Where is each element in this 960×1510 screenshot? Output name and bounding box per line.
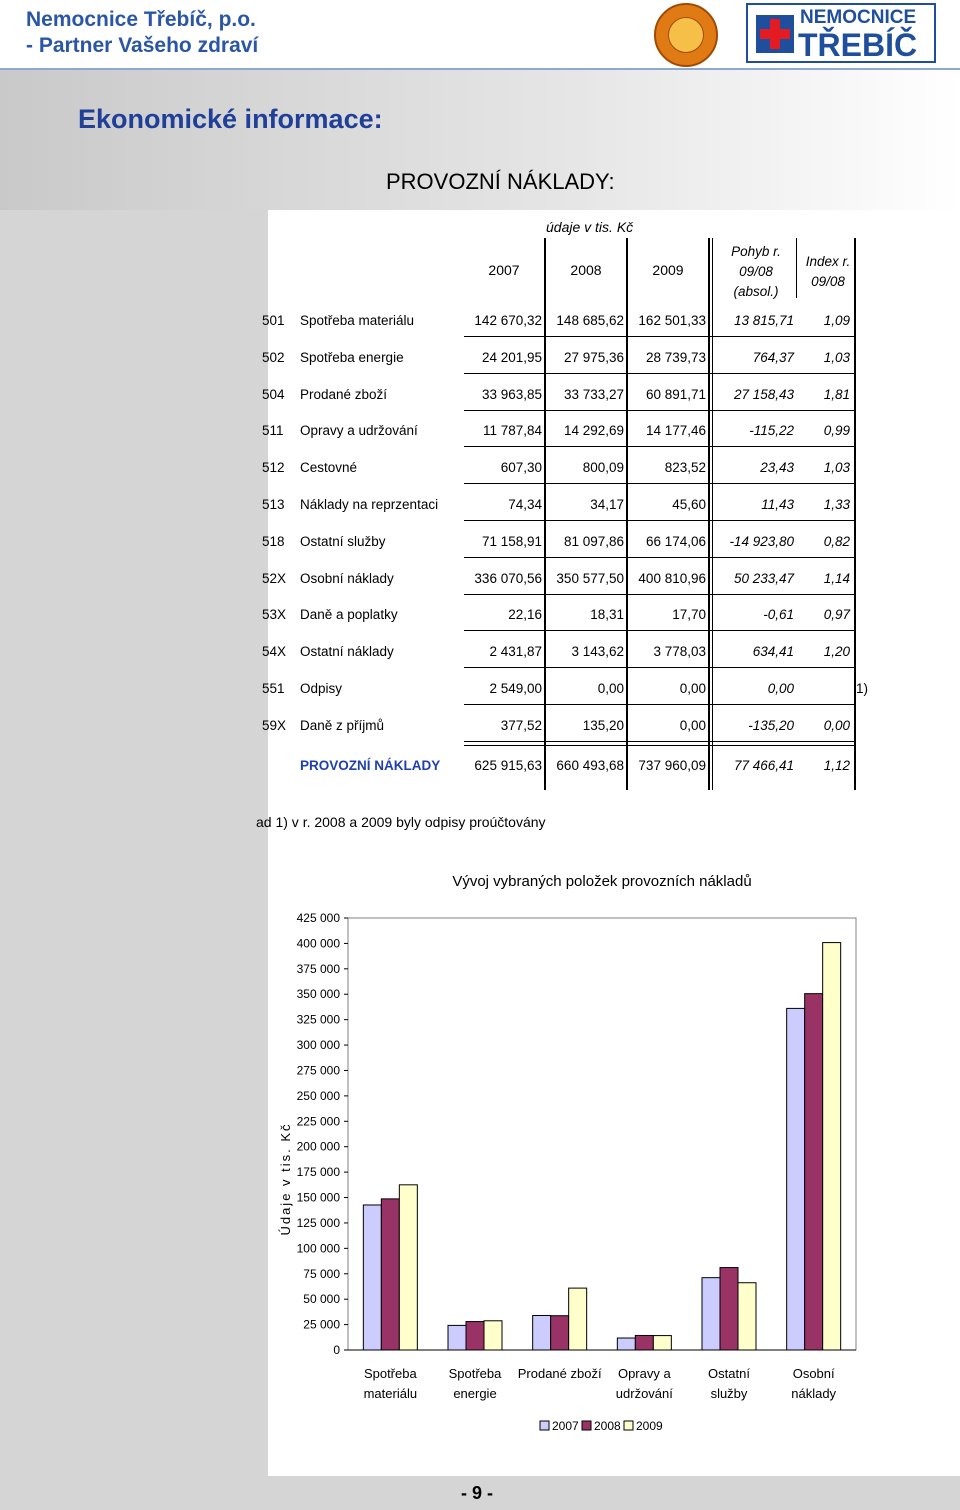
row-code: 54X	[262, 644, 287, 660]
value-delta: 764,37	[752, 349, 794, 365]
y-tick-label: 250 000	[296, 1088, 340, 1103]
y-tick-label: 325 000	[296, 1012, 340, 1027]
value-2008: 33 733,27	[563, 386, 624, 402]
y-tick-label: 100 000	[296, 1241, 340, 1256]
table-divider	[796, 238, 797, 298]
value-index: 1,14	[823, 570, 850, 586]
value-2009: 0,00	[679, 681, 706, 696]
value-delta: 0,00	[767, 681, 794, 696]
accreditation-seal-icon	[654, 3, 718, 67]
value-2008: 34,17	[590, 497, 624, 512]
bar-2008	[551, 1316, 569, 1350]
row-code: 52X	[262, 570, 287, 586]
y-tick-label: 200 000	[296, 1139, 340, 1154]
value-2007: 607,30	[500, 460, 542, 476]
bar-2008	[381, 1199, 399, 1350]
value-delta: 634,41	[752, 644, 794, 660]
row-code: 518	[262, 533, 285, 549]
y-axis-label: Údaje v tis. Kč	[278, 1122, 293, 1236]
col-header-2007: 2007	[488, 262, 520, 278]
y-tick-label: 350 000	[296, 987, 340, 1002]
row-separator	[464, 410, 856, 411]
y-tick-label: 175 000	[296, 1165, 340, 1180]
legend-label-2008: 2008	[594, 1419, 621, 1433]
row-code: 53X	[262, 607, 287, 623]
value-2007: 2 549,00	[489, 681, 542, 696]
value-2009: 60 891,71	[645, 386, 706, 402]
bar-2007	[617, 1338, 635, 1350]
legend-label-2009: 2009	[636, 1419, 663, 1433]
x-tick-label: Spotřeba	[448, 1366, 502, 1381]
logo-text-line1: NEMOCNICE	[800, 7, 917, 28]
row-label: Daně z příjmů	[300, 717, 385, 733]
y-tick-label: 50 000	[303, 1292, 340, 1307]
value-delta: 23,43	[760, 460, 794, 476]
value-2008: 3 143,62	[571, 644, 624, 660]
row-code: 513	[262, 497, 285, 512]
row-code: 504	[262, 386, 285, 402]
row-label: Ostatní služby	[300, 533, 386, 549]
row-code: 501	[262, 313, 285, 328]
row-separator	[464, 373, 856, 374]
y-tick-label: 125 000	[296, 1215, 340, 1230]
bar-2007	[363, 1205, 381, 1350]
y-tick-label: 0	[333, 1343, 340, 1357]
value-delta: 11,43	[761, 497, 794, 512]
bar-2009	[738, 1283, 756, 1350]
y-tick-label: 25 000	[303, 1317, 340, 1332]
y-tick-label: 300 000	[296, 1038, 340, 1053]
left-margin-band	[0, 70, 268, 1510]
bar-2009	[569, 1288, 587, 1350]
value-2008: 27 975,36	[563, 349, 624, 365]
col-header-2009: 2009	[652, 262, 684, 278]
footnote: ad 1) v r. 2008 a 2009 byly odpisy proúčtovány	[256, 814, 546, 830]
value-index: 1,20	[823, 644, 850, 660]
value-2008: 14 292,69	[563, 423, 624, 439]
y-tick-label: 375 000	[296, 961, 340, 976]
header-divider	[0, 68, 960, 70]
row-label: Daně a poplatky	[300, 607, 398, 623]
value-index: 1,33	[823, 497, 850, 512]
value-index: 1,09	[823, 313, 850, 328]
y-tick-label: 275 000	[296, 1063, 340, 1078]
value-delta: -14 923,80	[729, 533, 794, 549]
col-header-delta: Pohyb r. 09/08 (absol.)	[731, 244, 781, 299]
value-2007: 22,16	[508, 607, 542, 623]
bar-2009	[653, 1336, 671, 1350]
total-delta: 77 466,41	[733, 758, 794, 773]
value-index: 0,82	[823, 533, 850, 549]
row-label: Ostatní náklady	[300, 644, 394, 660]
row-label: Odpisy	[300, 681, 343, 696]
section-title: Ekonomické informace:	[78, 104, 383, 134]
value-2009: 66 174,06	[645, 533, 706, 549]
chart-title: Vývoj vybraných položek provozních nákladů	[452, 873, 752, 890]
bar-2009	[399, 1185, 417, 1350]
page-footer-band	[268, 1476, 960, 1510]
value-2008: 800,09	[582, 460, 624, 476]
bar-2009	[484, 1321, 502, 1350]
legend-label-2007: 2007	[552, 1419, 579, 1433]
value-delta: -135,20	[748, 717, 794, 733]
total-label: PROVOZNÍ NÁKLADY	[300, 758, 441, 773]
hospital-slogan: - Partner Vašeho zdraví	[26, 34, 259, 57]
row-separator	[464, 594, 856, 595]
units-note: údaje v tis. Kč	[546, 219, 634, 235]
row-label: Prodané zboží	[300, 386, 388, 402]
value-2007: 336 070,56	[474, 570, 542, 586]
value-2009: 162 501,33	[638, 313, 706, 328]
table-divider	[708, 238, 710, 790]
row-label: Spotřeba materiálu	[300, 313, 415, 328]
x-tick-label: služby	[710, 1386, 748, 1401]
value-2009: 14 177,46	[645, 423, 706, 439]
row-label: Cestovné	[300, 460, 358, 476]
value-2007: 71 158,91	[481, 533, 542, 549]
y-tick-label: 425 000	[296, 911, 340, 925]
value-2007: 74,34	[508, 497, 542, 512]
row-separator	[464, 483, 856, 484]
x-tick-label: Spotřeba	[363, 1366, 417, 1381]
bar-2008	[720, 1268, 738, 1350]
total-index: 1,12	[823, 758, 850, 773]
value-index: 1,03	[823, 460, 850, 476]
total-separator	[464, 745, 856, 746]
value-2009: 823,52	[664, 460, 706, 476]
y-tick-label: 225 000	[296, 1114, 340, 1129]
value-index: 1,81	[823, 386, 850, 402]
value-delta: -115,22	[749, 423, 794, 439]
value-2009: 400 810,96	[638, 570, 706, 586]
x-tick-label: náklady	[791, 1386, 837, 1401]
x-tick-label: Ostatní	[708, 1366, 750, 1381]
page-number: - 9 -	[461, 1483, 494, 1503]
bar-2009	[823, 943, 841, 1350]
row-label: Osobní náklady	[300, 570, 394, 586]
x-tick-label: udržování	[615, 1386, 673, 1401]
y-tick-label: 75 000	[303, 1266, 340, 1281]
row-code: 511	[262, 423, 284, 439]
row-separator	[464, 520, 856, 521]
x-tick-label: Osobní	[792, 1366, 835, 1381]
row-separator	[464, 741, 856, 742]
value-2007: 142 670,32	[474, 313, 542, 328]
value-2008: 0,00	[597, 681, 624, 696]
legend-swatch-2007	[540, 1421, 549, 1430]
hospital-logo	[746, 3, 936, 63]
row-code: 502	[262, 349, 285, 365]
logo-text-line2: TŘEBÍČ	[798, 27, 918, 63]
row-separator	[464, 557, 856, 558]
row-separator	[464, 446, 856, 447]
value-2009: 0,00	[679, 717, 706, 733]
value-index: 0,99	[823, 423, 850, 439]
bar-2007	[448, 1325, 466, 1350]
col-header-2008: 2008	[570, 262, 602, 278]
row-code: 551	[262, 681, 285, 696]
bar-2008	[466, 1322, 484, 1350]
bar-2008	[635, 1335, 653, 1350]
table-divider	[854, 238, 856, 790]
col-header-index: Index r. 09/08	[805, 254, 851, 289]
row-label: Spotřeba energie	[300, 349, 404, 365]
cross-icon	[756, 15, 794, 53]
legend-swatch-2008	[582, 1421, 591, 1430]
row-note: 1)	[856, 681, 869, 696]
value-2007: 377,52	[500, 717, 542, 733]
value-index: 0,00	[823, 717, 850, 733]
value-delta: 13 815,71	[733, 313, 794, 328]
value-2008: 148 685,62	[556, 313, 624, 328]
hospital-name: Nemocnice Třebíč, p.o.	[26, 8, 256, 31]
value-2007: 11 787,84	[482, 423, 542, 439]
bar-2007	[787, 1008, 805, 1350]
bar-2008	[805, 994, 823, 1350]
y-tick-label: 150 000	[296, 1190, 340, 1205]
value-2008: 350 577,50	[556, 570, 624, 586]
value-2007: 2 431,87	[489, 644, 542, 660]
x-tick-label: energie	[453, 1386, 497, 1401]
value-2009: 17,70	[672, 607, 706, 623]
row-separator	[464, 704, 856, 705]
row-label: Náklady na reprzentaci	[300, 497, 439, 512]
value-index: 0,97	[823, 607, 850, 623]
value-2008: 81 097,86	[563, 533, 624, 549]
page-subtitle: PROVOZNÍ NÁKLADY:	[386, 169, 615, 194]
value-2009: 45,60	[672, 497, 706, 512]
plot-area	[348, 918, 856, 1350]
value-delta: 27 158,43	[733, 386, 794, 402]
x-tick-label: Prodané zboží	[517, 1366, 602, 1381]
bar-2007	[702, 1278, 720, 1350]
value-delta: 50 233,47	[733, 570, 794, 586]
value-2007: 24 201,95	[481, 349, 542, 365]
bar-chart	[268, 850, 960, 1460]
row-label: Opravy a udržování	[300, 423, 418, 439]
value-2008: 18,31	[590, 607, 624, 623]
value-2007: 33 963,85	[481, 386, 542, 402]
row-separator	[464, 630, 856, 631]
y-tick-label: 400 000	[296, 936, 340, 951]
value-2009: 28 739,73	[645, 349, 706, 365]
legend-swatch-2009	[624, 1421, 633, 1430]
x-tick-label: Opravy a	[617, 1366, 671, 1381]
total-2008: 660 493,68	[556, 758, 624, 773]
value-2008: 135,20	[582, 717, 624, 733]
bar-2007	[533, 1315, 551, 1350]
total-2007: 625 915,63	[474, 758, 542, 773]
value-delta: -0,61	[763, 607, 794, 623]
row-code: 59X	[262, 717, 287, 733]
total-2009: 737 960,09	[638, 758, 706, 773]
row-code: 512	[262, 460, 285, 476]
page-header	[0, 0, 960, 70]
x-tick-label: materiálu	[363, 1386, 418, 1401]
value-2009: 3 778,03	[653, 644, 706, 660]
row-separator	[464, 336, 856, 337]
row-separator	[464, 667, 856, 668]
value-index: 1,03	[823, 349, 850, 365]
